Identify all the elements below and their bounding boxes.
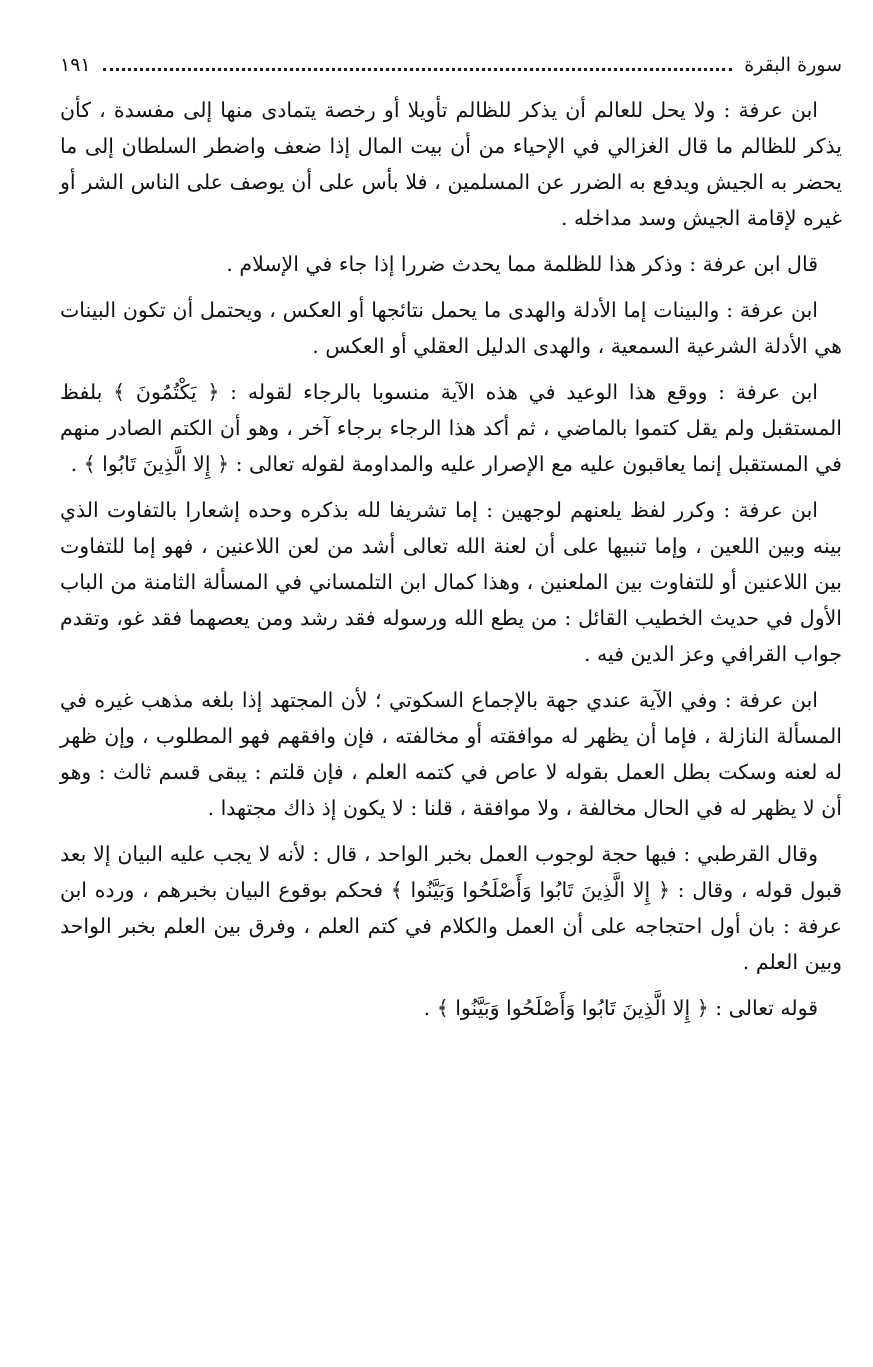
paragraph: ابن عرفة : وفي الآية عندي جهة بالإجماع السكوتي ؛ لأن المجتهد إذا بلغه مذهب غيره في المسألة النازلة ، فإما أن يظهر له موافقته أو مخالفته ، فإن وافقهم فهو المطلوب ، وإن ظهر له لعنه وسكت بطل العمل بقوله لا عاص في كتمه العلم ، فإن قلتم : يبقى قسم ثالث : وهو أن لا يظهر له في الحال مخالفة ، ولا موافقة ، قلنا : لا يكون إذ ذاك مجتهدا . [60,688,842,820]
header-dotted-rule [103,68,733,71]
page-number: ١٩١ [60,54,91,76]
paragraph: ابن عرفة : وكرر لفظ يلعنهم لوجهين : إما تشريفا لله بذكره وحده إشعارا بالتفاوت الذي بينه وبين اللعين ، وإما تنبيها على أن لعنة الله تعالى أشد من لعن اللاعنين ، فهو إما للتفاوت بين اللاعنين أو للتفاوت بين الملعنين ، وهذا كمال ابن التلمساني في المسألة الثامنة من الباب الأول في حديث الخطيب القائل : من يطع الله ورسوله فقد رشد ومن يعصهما فقد غو، وتقدم جواب القرافي وعز الدين فيه . [60,498,842,666]
running-header [60,48,842,82]
paragraph: ابن عرفة : والبينات إما الأدلة والهدى ما يحمل نتائجها أو العكس ، ويحتمل أن تكون البينات هي الأدلة الشرعية السمعية ، والهدى الدليل العقلي أو العكس . [60,298,842,358]
paragraph: ابن عرفة : ولا يحل للعالم أن يذكر للظالم تأويلا أو رخصة يتمادى منها إلى مفسدة ، كأن يذكر للظالم ما قال الغزالي في الإحياء من أن بيت المال إذا ضعف واضطر السلطان إلى ما يحضر به الجيش ويدفع به الضرر عن المسلمين ، فلا بأس على أن يوصف على الناس الشر أو غيره لإقامة الجيش وسد مداخله . [60,98,842,230]
paragraph: ابن عرفة : ووقع هذا الوعيد في هذه الآية منسوبا بالرجاء لقوله : ﴿ يَكْتُمُونَ ﴾ بلفظ المستقبل ولم يقل كتموا بالماضي ، ثم أكد هذا الرجاء برجاء آخر ، وهو أن الكتم الصادر منهم في المستقبل إنما يعاقبون عليه مع الإصرار عليه والمداومة لقوله تعالى : ﴿ إِلا الَّذِينَ تَابُوا ﴾ . [60,380,842,476]
book-page [60,48,842,1318]
paragraph: قوله تعالى : ﴿ إِلا الَّذِينَ تَابُوا وَأَصْلَحُوا وَبَيَّنُوا ﴾ . [423,996,818,1020]
surah-title: سورة البقرة [744,54,842,76]
paragraph: قال ابن عرفة : وذكر هذا للظلمة مما يحدث ضررا إذا جاء في الإسلام . [226,252,818,276]
paragraph: وقال القرطبي : فيها حجة لوجوب العمل بخبر الواحد ، قال : لأنه لا يجب عليه البيان إلا بعد قبول قوله ، وقال : ﴿ إِلا الَّذِينَ تَابُوا وَأَصْلَحُوا وَبَيَّنُوا ﴾ فحكم بوقوع البيان بخبرهم ، ورده ابن عرفة : بان أول احتجاجه على أن العمل والكلام في كتم العلم ، وفرق بين العلم بخبر الواحد وبين العلم . [60,842,842,974]
page-body [60,92,842,1026]
